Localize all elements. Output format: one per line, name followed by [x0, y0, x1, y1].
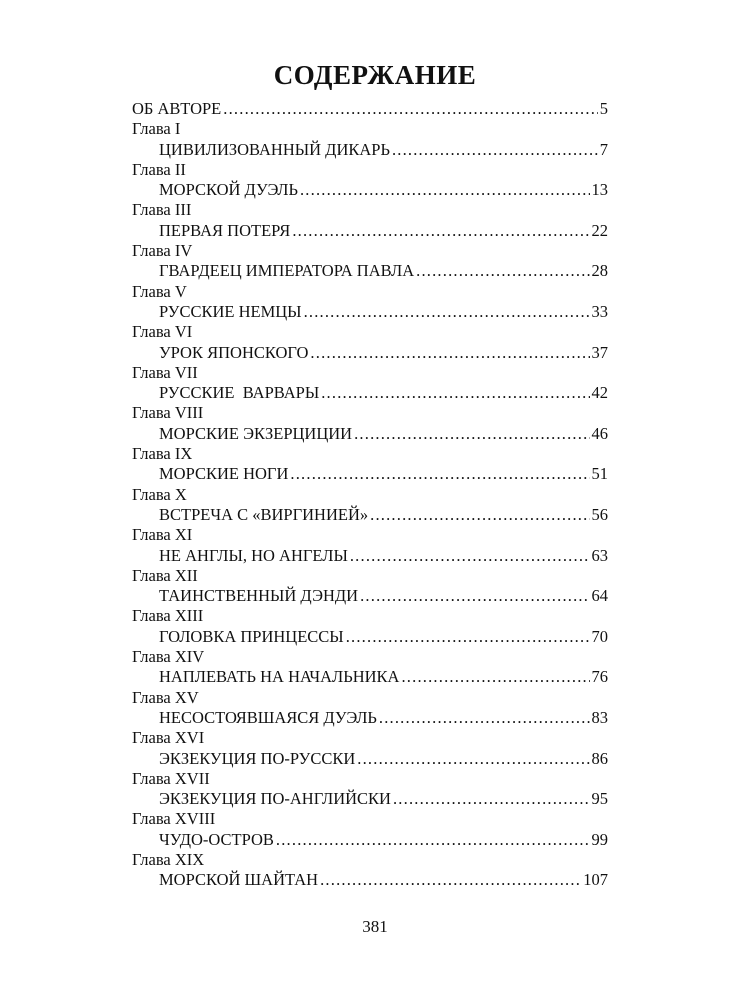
- toc-entry-title: РУССКИЕ НЕМЦЫ: [159, 301, 302, 321]
- toc-entry: [132, 708, 608, 728]
- toc-entry: [132, 424, 608, 444]
- toc-entry-title: ВСТРЕЧА С «ВИРГИНИЕЙ»: [159, 504, 369, 524]
- toc-page-number: 13: [591, 180, 608, 200]
- dot-leader: [401, 667, 589, 687]
- chapter-label: Глава XVI: [132, 728, 205, 748]
- toc-entry-title: МОРСКОЙ ШАЙТАН: [159, 870, 319, 890]
- dot-leader: [357, 749, 589, 769]
- toc-entry-title: ГОЛОВКА ПРИНЦЕССЫ: [159, 626, 344, 646]
- toc-page-number: 28: [591, 261, 608, 281]
- toc-page-number: 33: [591, 301, 608, 321]
- chapter-label: Глава II: [132, 159, 186, 179]
- toc-entry-title: НАПЛЕВАТЬ НА НАЧАЛЬНИКА: [159, 667, 400, 687]
- toc-entry: [132, 667, 608, 687]
- toc-entry-title: НЕ АНГЛЫ, НО АНГЕЛЫ: [159, 545, 348, 565]
- toc-page-number: 64: [591, 586, 608, 606]
- chapter-label: Глава VI: [132, 322, 193, 342]
- toc-entry-about: [132, 99, 608, 119]
- table-of-contents: [132, 99, 608, 891]
- toc-entry: [132, 749, 608, 769]
- toc-entry: [132, 140, 608, 160]
- dot-leader: [360, 586, 589, 606]
- dot-leader: [290, 464, 589, 484]
- toc-page-number: 76: [591, 667, 608, 687]
- chapter-label: Глава XII: [132, 565, 198, 585]
- dot-leader: [350, 546, 590, 566]
- toc-entry-title: ЭКЗЕКУЦИЯ ПО-АНГЛИЙСКИ: [159, 789, 391, 809]
- toc-entry: [132, 343, 608, 363]
- toc-entry: [132, 830, 608, 850]
- dot-leader: [354, 424, 589, 444]
- toc-entry: [132, 261, 608, 281]
- chapter-label: Глава IV: [132, 241, 193, 261]
- toc-entry-title: ПЕРВАЯ ПОТЕРЯ: [159, 220, 291, 240]
- chapter-label: Глава XIV: [132, 647, 205, 667]
- toc-entry-title: МОРСКИЕ НОГИ: [159, 464, 289, 484]
- toc-page-number: 51: [591, 464, 608, 484]
- dot-leader: [346, 627, 590, 647]
- chapter-label: Глава XVII: [132, 768, 210, 788]
- toc-page-number: 7: [599, 139, 608, 159]
- toc-page-number: 70: [591, 626, 608, 646]
- dot-leader: [393, 789, 590, 809]
- chapter-label: Глава IX: [132, 444, 193, 464]
- dot-leader: [276, 830, 590, 850]
- toc-entry: [132, 221, 608, 241]
- chapter-label: Глава III: [132, 200, 192, 220]
- chapter-label: Глава I: [132, 119, 181, 139]
- toc-entry-title: МОРСКИЕ ЭКЗЕРЦИЦИИ: [159, 423, 353, 443]
- toc-entry-title: УРОК ЯПОНСКОГО: [159, 342, 309, 362]
- toc-entry-title: ОБ АВТОРЕ: [132, 99, 222, 118]
- chapter-label: Глава XV: [132, 687, 199, 707]
- page-number-footer: 381: [362, 917, 388, 936]
- chapter-label: Глава V: [132, 281, 187, 301]
- dot-leader: [292, 221, 589, 241]
- dot-leader: [321, 383, 589, 403]
- toc-entry-title: МОРСКОЙ ДУЭЛЬ: [159, 180, 298, 200]
- page-title: СОДЕРЖАНИЕ: [273, 60, 477, 90]
- toc-entry: [132, 870, 608, 890]
- dot-leader: [416, 261, 589, 281]
- chapter-label: Глава XI: [132, 525, 193, 545]
- toc-page-number: 22: [591, 220, 608, 240]
- toc-entry-title: ЭКЗЕКУЦИЯ ПО-РУССКИ: [159, 748, 356, 768]
- toc-entry: [132, 586, 608, 606]
- toc-entry-title: НЕСОСТОЯВШАЯСЯ ДУЭЛЬ: [159, 707, 377, 727]
- chapter-label: Глава X: [132, 484, 187, 504]
- dot-leader: [304, 302, 590, 322]
- chapter-label: Глава VIII: [132, 403, 204, 423]
- toc-page-number: 95: [591, 789, 608, 809]
- toc-entry-title: РУССКИЕ ВАРВАРЫ: [159, 383, 320, 403]
- dot-leader: [310, 343, 589, 363]
- toc-page-number: 5: [599, 99, 608, 118]
- toc-page-number: 86: [591, 748, 608, 768]
- dot-leader: [379, 708, 590, 728]
- toc-entry: [132, 789, 608, 809]
- toc-entry: [132, 180, 608, 200]
- chapter-label: Глава XIX: [132, 849, 205, 869]
- toc-entry-title: ЧУДО-ОСТРОВ: [159, 829, 274, 849]
- dot-leader: [370, 505, 589, 525]
- toc-entry-title: ЦИВИЛИЗОВАННЫЙ ДИКАРЬ: [159, 139, 390, 159]
- toc-entry: [132, 383, 608, 403]
- chapter-label: Глава VII: [132, 362, 198, 382]
- toc-entry: [132, 505, 608, 525]
- toc-page-number: 107: [583, 870, 608, 890]
- toc-page-number: 42: [591, 383, 608, 403]
- toc-page-number: 99: [591, 829, 608, 849]
- toc-page-number: 46: [591, 423, 608, 443]
- dot-leader: [320, 870, 581, 890]
- toc-page-number: 37: [591, 342, 608, 362]
- toc-page-number: 83: [591, 707, 608, 727]
- chapter-label: Глава XIII: [132, 606, 204, 626]
- toc-page-number: 56: [591, 504, 608, 524]
- toc-page-number: 63: [591, 545, 608, 565]
- toc-entry: [132, 546, 608, 566]
- toc-entry: [132, 627, 608, 647]
- dot-leader: [392, 140, 598, 160]
- toc-entry: [132, 464, 608, 484]
- dot-leader: [223, 99, 597, 119]
- dot-leader: [300, 180, 590, 200]
- toc-entry-title: ГВАРДЕЕЦ ИМПЕРАТОРА ПАВЛА: [159, 261, 415, 281]
- toc-entry: [132, 302, 608, 322]
- toc-entry-title: ТАИНСТВЕННЫЙ ДЭНДИ: [159, 586, 359, 606]
- chapter-label: Глава XVIII: [132, 809, 216, 829]
